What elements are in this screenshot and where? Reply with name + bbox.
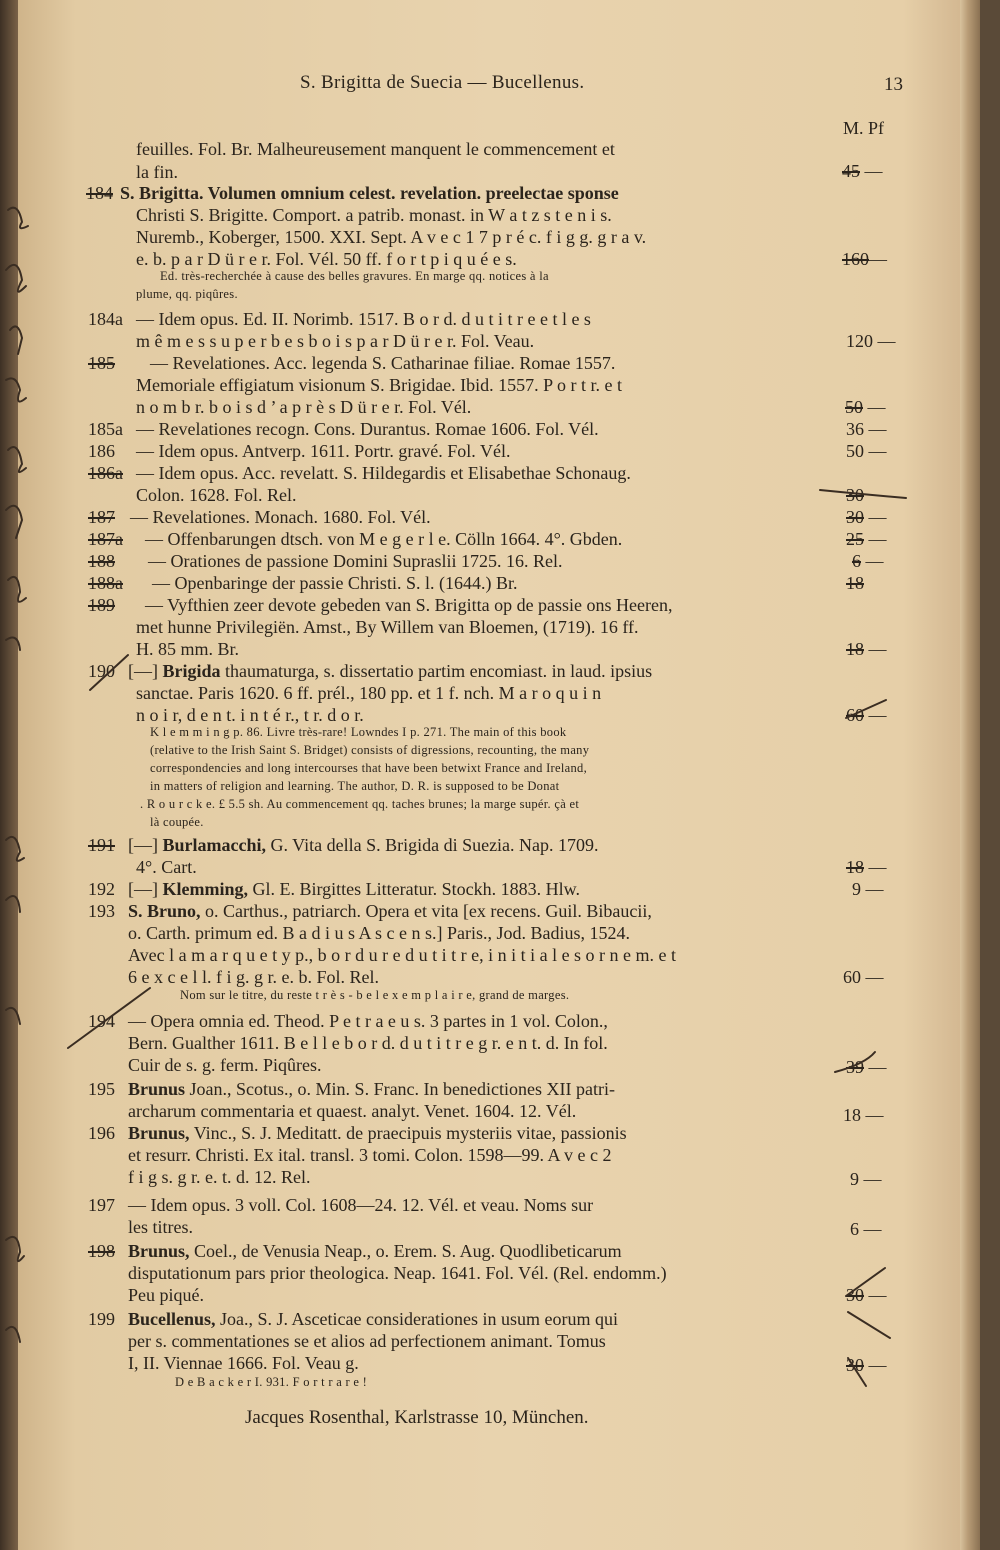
entry-number: 194 <box>88 1011 115 1031</box>
text-line: — Revelationes. Monach. 1680. Fol. Vél. <box>130 507 431 527</box>
entry-title: Brunus Joan., Scotus., o. Min. S. Franc. In benedictiones XII patri- <box>128 1079 615 1099</box>
entry-number: 187 <box>88 507 115 527</box>
check-stroke <box>90 655 128 690</box>
note-line: . R o u r c k e. £ 5.5 sh. Au commencement qq. taches brunes; la marge supér. çà et <box>140 797 580 811</box>
text-line: o. Carth. primum ed. B a d i u s A s c e n s.] Paris., Jod. Badius, 1524. <box>128 923 630 943</box>
text-line: disputationum pars prior theologica. Neap. 1641. Fol. Vél. (Rel. endomm.) <box>128 1263 667 1283</box>
check-stroke <box>848 1358 866 1386</box>
note-line: correspondencies and long intercourses that have been betwixt France and Ireland, <box>150 761 587 775</box>
price: 120 — <box>846 331 896 351</box>
entry-title: Brunus, Coel., de Venusia Neap., o. Erem. S. Aug. Quodlibeticarum <box>128 1241 622 1261</box>
margin-scribble <box>8 577 26 602</box>
entry-title: [—] Burlamacchi, G. Vita della S. Brigida di Suezia. Nap. 1709. <box>128 835 599 855</box>
price: 36 — <box>846 419 887 439</box>
price: 6 — <box>850 1219 882 1239</box>
running-title: S. Brigitta de Suecia — Bucellenus. <box>300 72 585 93</box>
price: 50 — <box>846 441 887 461</box>
entry-number: 195 <box>88 1079 115 1099</box>
margin-scribble <box>6 638 20 650</box>
publisher-footer: Jacques Rosenthal, Karlstrasse 10, München. <box>245 1407 589 1428</box>
check-stroke <box>846 700 886 718</box>
check-stroke <box>68 988 150 1048</box>
entry-title: [—] Brigida thaumaturga, s. dissertatio partim encomiast. in laud. ipsius <box>128 661 653 681</box>
note-line: plume, qq. piqûres. <box>136 287 238 301</box>
entry-title: S. Brigitta. Volumen omnium celest. revelation. preelectae sponse <box>120 183 619 203</box>
price: 60 — <box>846 705 887 725</box>
page-number: 13 <box>884 74 903 95</box>
margin-scribble <box>6 837 24 861</box>
price: 30 — <box>846 1355 887 1375</box>
price-column-heading: M. Pf <box>843 118 885 138</box>
price: 50 — <box>845 397 886 417</box>
note-line: in matters of religion and learning. The author, D. R. is supposed to be Donat <box>150 779 560 793</box>
text-line: — Vyfthien zeer devote gebeden van S. Brigitta op de passie ons Heeren, <box>145 595 673 615</box>
price-underline <box>835 1052 875 1072</box>
note-line: Ed. très-recherchée à cause des belles gravures. En marge qq. notices à la <box>160 269 549 283</box>
text-line: Nuremb., Koberger, 1500. XXI. Sept. A v e c 1 7 p r é c. f i g g. g r a v. <box>136 227 647 247</box>
text-line: — Offenbarungen dtsch. von M e g e r l e. Cölln 1664. 4°. Gbden. <box>145 529 623 549</box>
entry-number: 185 <box>88 353 115 373</box>
price: 25 — <box>846 529 887 549</box>
check-stroke <box>848 1312 890 1338</box>
price: 9 — <box>852 879 884 899</box>
price: 18 <box>846 573 864 593</box>
price: 18 — <box>843 1105 884 1125</box>
text-line: Avec l a m a r q u e t y p., b o r d u r e d u t i t r e, i n i t i a l e s o r n e m. e t <box>128 945 677 965</box>
entry-number: 187a <box>88 529 123 549</box>
price: 30 — <box>846 507 887 527</box>
margin-scribble <box>6 506 22 538</box>
entry-number: 188a <box>88 573 123 593</box>
entry-title: S. Bruno, o. Carthus., patriarch. Opera et vita [ex recens. Guil. Bibaucii, <box>128 901 652 921</box>
text-line: — Opera omnia ed. Theod. P e t r a e u s. 3 partes in 1 vol. Colon., <box>128 1011 608 1031</box>
text-line: Bern. Gualther 1611. B e l l e b o r d. d u t i t r e g r. e n t. d. In fol. <box>128 1033 608 1053</box>
price-underline <box>820 490 906 498</box>
text-line: et resurr. Christi. Ex ital. transl. 3 tomi. Colon. 1598—99. A v e c 2 <box>128 1145 612 1165</box>
entry-number: 191 <box>88 835 115 855</box>
text-line: e. b. p a r D ü r e r. Fol. Vél. 50 ff. f o r t p i q u é e s. <box>136 249 517 269</box>
entry-number: 190 <box>88 661 115 681</box>
price: 6 — <box>852 551 884 571</box>
text-line: Cuir de s. g. ferm. Piqûres. <box>128 1055 322 1075</box>
entry-title: Brunus, Vinc., S. J. Meditatt. de praecipuis mysteriis vitae, passionis <box>128 1123 627 1143</box>
price: 30 <box>846 485 864 505</box>
text-line: — Openbaringe der passie Christi. S. l. (1644.) Br. <box>152 573 518 593</box>
margin-scribble <box>6 896 20 912</box>
margin-scribble <box>6 1237 24 1261</box>
text-line: — Idem opus. Ed. II. Norimb. 1517. B o r d. d u t i t r e e t l e s <box>136 309 591 329</box>
text-line: sanctae. Paris 1620. 6 ff. prél., 180 pp. et 1 f. nch. M a r o q u i n <box>136 683 602 703</box>
margin-scribble <box>8 208 28 229</box>
text-line: 4°. Cart. <box>136 857 197 877</box>
margin-scribble <box>10 326 22 354</box>
entry-number: 188 <box>88 551 115 571</box>
text-line: la fin. <box>136 162 178 182</box>
entry-number: 192 <box>88 879 115 899</box>
price: 160— <box>842 249 887 269</box>
price: 18 — <box>846 857 887 877</box>
margin-scribble <box>6 1008 20 1024</box>
text-line: 6 e x c e l l. f i g. g r. e. b. Fol. Rel. <box>128 967 379 987</box>
price: 39 — <box>846 1057 887 1077</box>
entry-number: 193 <box>88 901 115 921</box>
price: 30 — <box>846 1285 887 1305</box>
price: 18 — <box>846 639 887 659</box>
entry-title: [—] Klemming, Gl. E. Birgittes Litteratur. Stockh. 1883. Hlw. <box>128 879 580 899</box>
margin-scribble <box>8 447 26 472</box>
entry-number: 196 <box>88 1123 115 1143</box>
check-stroke <box>846 1268 885 1296</box>
entry-number: 198 <box>88 1241 115 1261</box>
text-line: f i g s. g r. e. t. d. 12. Rel. <box>128 1167 311 1187</box>
text-line: — Idem opus. 3 voll. Col. 1608—24. 12. Vél. et veau. Noms sur <box>128 1195 594 1215</box>
text-line: per s. commentationes se et alios ad perfectionem animant. Tomus <box>128 1331 606 1351</box>
text-line: archarum commentaria et quaest. analyt. Venet. 1604. 12. Vél. <box>128 1101 577 1121</box>
note-line: Nom sur le titre, du reste t r è s - b e l e x e m p l a i r e, grand de marges. <box>180 988 570 1002</box>
margin-scribble <box>6 265 26 292</box>
text-line: m ê m e s s u p e r b e s b o i s p a r D ü r e r. Fol. Veau. <box>136 331 535 351</box>
entry-number: 186a <box>88 463 123 483</box>
text-line: — Revelationes. Acc. legenda S. Catharinae filiae. Romae 1557. <box>150 353 616 373</box>
text-line: met hunne Privilegiën. Amst., By Willem van Bloemen, (1719). 16 ff. <box>136 617 639 637</box>
note-line: K l e m m i n g p. 86. Livre très-rare! Lowndes I p. 271. The main of this book <box>150 725 567 739</box>
text-line: n o i r, d e n t. i n t é r., t r. d o r. <box>136 705 364 725</box>
text-line: feuilles. Fol. Br. Malheureusement manquent le commencement et <box>136 139 615 159</box>
text-line: Memoriale effigiatum visionum S. Brigidae. Ibid. 1557. P o r t r. e t <box>136 375 622 395</box>
entry-number: 184 <box>86 183 113 203</box>
price: 60 — <box>843 967 884 987</box>
text-line: — Revelationes recogn. Cons. Durantus. Romae 1606. Fol. Vél. <box>136 419 599 439</box>
entry-number: 199 <box>88 1309 115 1329</box>
margin-scribble <box>6 378 26 401</box>
entry-number: 186 <box>88 441 115 461</box>
text-line: I, II. Viennae 1666. Fol. Veau g. <box>128 1353 359 1373</box>
text-line: Peu piqué. <box>128 1285 204 1305</box>
text-line: — Orationes de passione Domini Supraslii 1725. 16. Rel. <box>148 551 563 571</box>
price: 45 — <box>842 161 883 181</box>
text-line: H. 85 mm. Br. <box>136 639 240 659</box>
text-line: les titres. <box>128 1217 193 1237</box>
entry-number: 185a <box>88 419 123 439</box>
text-line: Colon. 1628. Fol. Rel. <box>136 485 297 505</box>
entry-number: 197 <box>88 1195 115 1215</box>
entry-title: Bucellenus, Joa., S. J. Asceticae considerationes in usum eorum qui <box>128 1309 618 1329</box>
entry-number: 184a <box>88 309 123 329</box>
margin-scribble <box>6 1327 20 1342</box>
entry-number: 189 <box>88 595 115 615</box>
note-line: là coupée. <box>150 815 204 829</box>
text-line: — Idem opus. Antverp. 1611. Portr. gravé. Fol. Vél. <box>136 441 511 461</box>
text-line: — Idem opus. Acc. revelatt. S. Hildegardis et Elisabethae Schonaug. <box>136 463 631 483</box>
note-line: (relative to the Irish Saint S. Bridget) consists of digressions, recounting, the many <box>150 743 590 757</box>
text-line: n o m b r. b o i s d ’ a p r è s D ü r e r. Fol. Vél. <box>136 397 472 417</box>
text-line: Christi S. Brigitte. Comport. a patrib. monast. in W a t z s t e n i s. <box>136 205 612 225</box>
price: 9 — <box>850 1169 882 1189</box>
note-line: D e B a c k e r I. 931. F o r t r a r e ! <box>175 1375 368 1389</box>
